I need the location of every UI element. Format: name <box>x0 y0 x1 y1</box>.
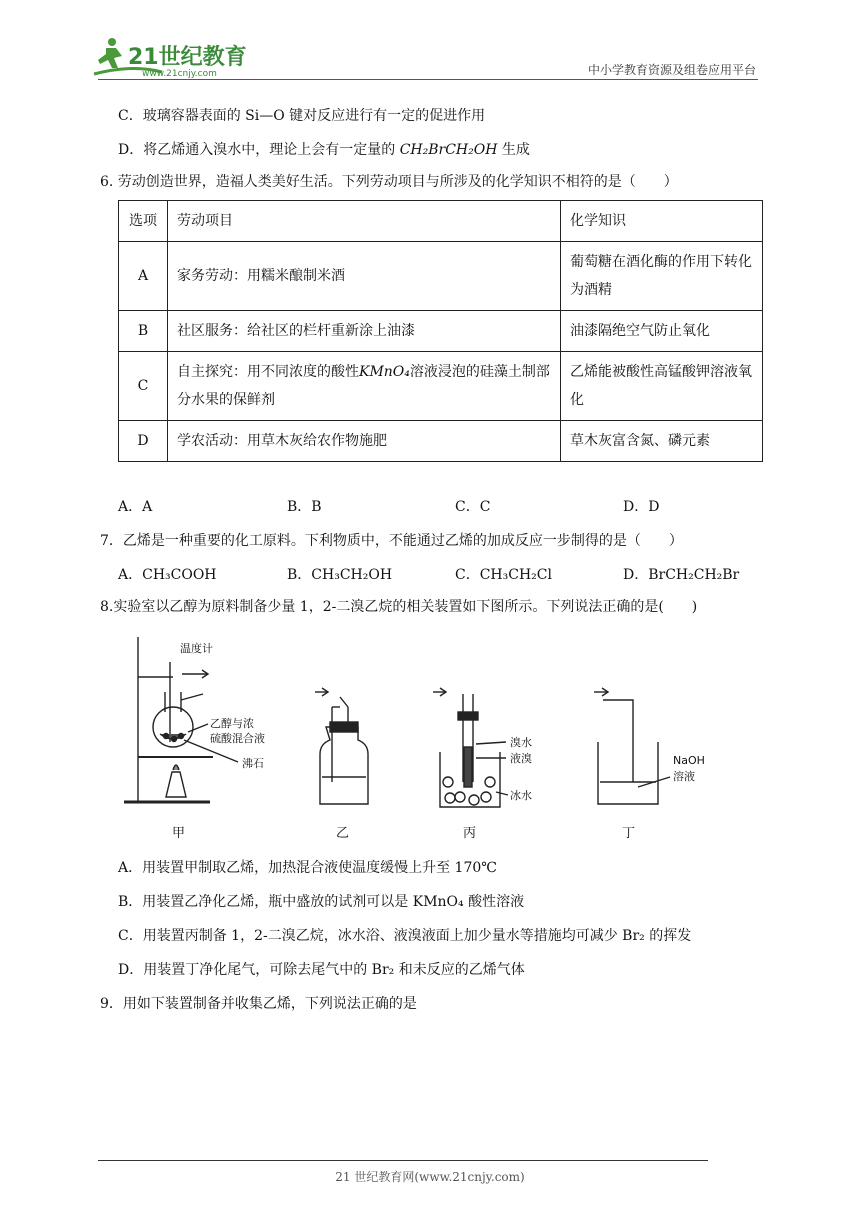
q8-option-c: C．用装置丙制备 1，2-二溴乙烷，冰水浴、液溴液面上加少量水等措施均可减少 Br₂ 的挥发 <box>118 928 692 944</box>
q7-option-c: C．CH₃CH₂Cl <box>455 567 552 583</box>
header-knowledge: 化学知识 <box>561 201 763 242</box>
apparatus-figure <box>118 632 738 844</box>
svg-text:硫酸混合液: 硫酸混合液 <box>210 732 265 745</box>
q6-option-d: D．D <box>623 499 660 515</box>
table-row: A 家务劳动：用糯米酿制米酒 葡萄糖在酒化酶的作用下转化为酒精 <box>119 242 763 311</box>
header-divider <box>98 79 758 80</box>
svg-text:沸石: 沸石 <box>242 757 264 770</box>
caption-bing: 丙 <box>463 826 477 841</box>
q8-option-d: D．用装置丁净化尾气，可除去尾气中的 Br₂ 和未反应的乙烯气体 <box>118 962 525 978</box>
caption-yi: 乙 <box>336 826 350 841</box>
q6-option-a: A．A <box>118 499 153 515</box>
q7-option-b: B．CH₃CH₂OH <box>287 567 393 583</box>
table-header-row <box>119 201 763 242</box>
q6-table <box>118 200 763 462</box>
q6-stem: 6. 劳动创造世界，造福人类美好生活。下列劳动项目与所涉及的化学知识不相符的是（ ） <box>100 174 678 190</box>
apparatus-jia <box>124 637 265 802</box>
caption-ding: 丁 <box>622 826 636 841</box>
table-row: D 学农活动：用草木灰给农作物施肥 草木灰富含氮、磷元素 <box>119 421 763 462</box>
logo-text: 21世纪教育 <box>128 45 247 70</box>
q5-option-c: C．玻璃容器表面的 Si—O 键对反应进行有一定的促进作用 <box>118 108 486 124</box>
label-thermometer: 温度计 <box>180 642 213 655</box>
svg-text:液溴: 液溴 <box>510 752 532 765</box>
header-item: 劳动项目 <box>168 201 561 242</box>
caption-jia: 甲 <box>172 826 186 841</box>
q9-stem: 9．用如下装置制备并收集乙烯，下列说法正确的是 <box>100 996 417 1012</box>
q7-option-d: D．BrCH₂CH₂Br <box>623 567 740 583</box>
q7-stem: 7．乙烯是一种重要的化工原料。下利物质中，不能通过乙烯的加成反应一步制得的是（ ） <box>100 533 683 549</box>
apparatus-bing <box>433 688 532 807</box>
svg-text:溶液: 溶液 <box>673 770 695 783</box>
q8-stem: 8.实验室以乙醇为原料制备少量 1，2-二溴乙烷的相关装置如下图所示。下列说法正确的是( ) <box>100 599 698 615</box>
logo <box>92 34 262 80</box>
q8-option-b: B．用装置乙净化乙烯，瓶中盛放的试剂可以是 KMnO₄ 酸性溶液 <box>118 894 525 910</box>
q5-option-d: D．将乙烯通入溴水中，理论上会有一定量的 CH₂BrCH₂OH 生成 <box>118 142 530 158</box>
header-option: 选项 <box>119 201 168 242</box>
platform-label: 中小学教育资源及组卷应用平台 <box>587 63 756 77</box>
q6-option-b: B．B <box>287 499 322 515</box>
apparatus-yi <box>315 688 368 804</box>
table-row: B 社区服务：给社区的栏杆重新涂上油漆 油漆隔绝空气防止氧化 <box>119 311 763 352</box>
footer-divider <box>98 1160 708 1161</box>
svg-text:溴水: 溴水 <box>510 736 532 749</box>
q8-option-a: A．用装置甲制取乙烯，加热混合液使温度缓慢上升至 170℃ <box>118 860 497 876</box>
table-row: C 自主探究：用不同浓度的酸性KMnO₄溶液浸泡的硅藻土制部分水果的保鲜剂 乙烯能被酸性高锰酸钾溶液氧化 <box>119 352 763 421</box>
q5-formula: CH₂BrCH₂OH <box>399 142 498 158</box>
footer-text: 21 世纪教育网(www.21cnjy.com) <box>335 1170 525 1184</box>
apparatus-ding <box>594 688 705 804</box>
svg-text:NaOH: NaOH <box>673 754 705 767</box>
q6-option-c: C．C <box>455 499 491 515</box>
svg-text:冰水: 冰水 <box>510 789 532 802</box>
svg-text:乙醇与浓: 乙醇与浓 <box>210 717 254 730</box>
q7-option-a: A．CH₃COOH <box>118 567 217 583</box>
logo-url: www.21cnjy.com <box>142 69 217 79</box>
